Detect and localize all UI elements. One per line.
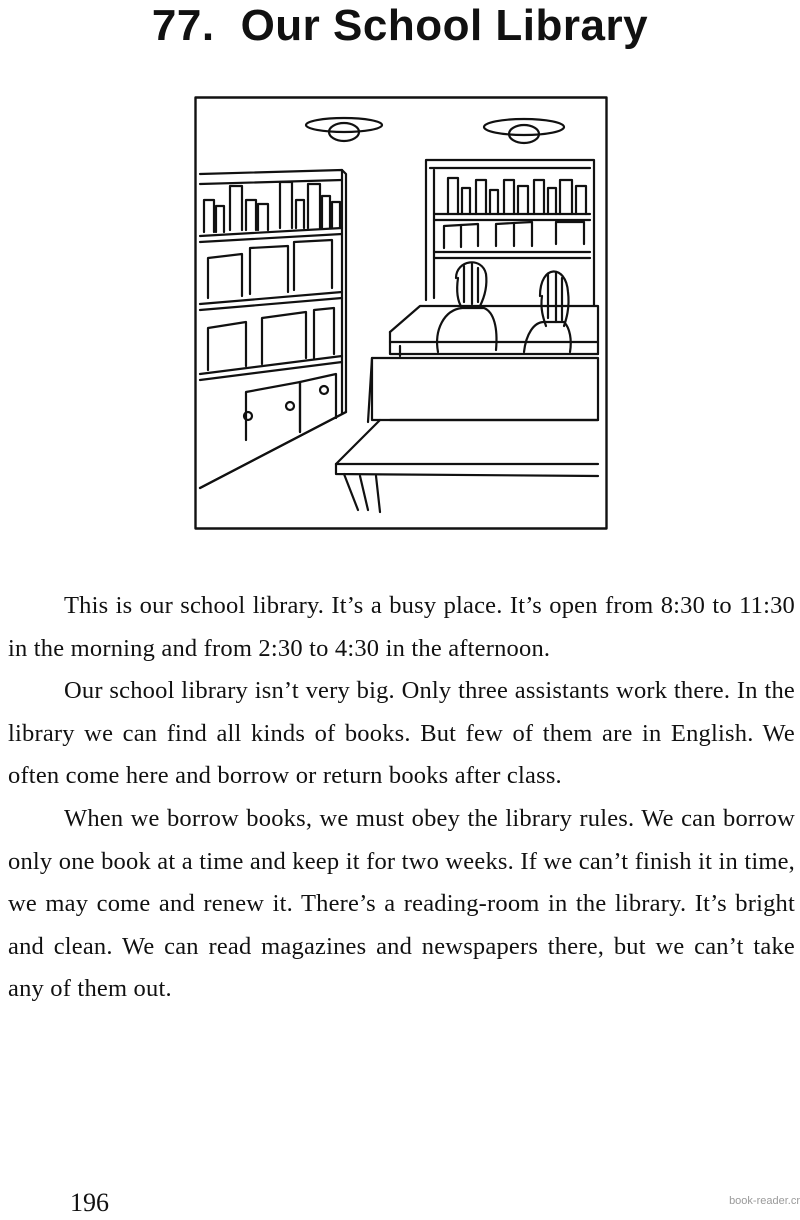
lesson-title: Our School Library [240, 1, 649, 50]
page-title [0, 0, 800, 52]
library-illustration [194, 96, 608, 530]
watermark: book-reader.cr [729, 1195, 800, 1207]
lesson-text [8, 585, 795, 1011]
page-number: 196 [70, 1188, 109, 1217]
librarian-figure-icon [437, 262, 496, 352]
back-bookshelf-icon [426, 160, 594, 306]
lesson-number: 77. [151, 1, 215, 50]
paragraph: This is our school library. It’s a busy place. It’s open from 8:30 to 11:30 in the morning and from 2:30 to 4:30 in the afternoon. [8, 592, 795, 662]
paragraph: When we borrow books, we must obey the library rules. We can borrow only one book at a time and keep it for two weeks. If we can’t finish it in time, we may come and renew it. There’s a reading-room in the library. It’s bright and clean. We can read magazines and newspapers there, but we can’t take any of them out. [8, 804, 795, 1003]
front-desk-icon [336, 306, 598, 512]
ceiling-light-icon [484, 119, 564, 143]
ceiling-light-icon [306, 118, 382, 141]
student-figure-icon [524, 271, 571, 352]
left-bookshelf-icon [200, 170, 346, 488]
paragraph: Our school library isn’t very big. Only three assistants work there. In the library we can find all kinds of books. But few of them are in English. We often come here and borrow or return books after class. [8, 677, 795, 790]
